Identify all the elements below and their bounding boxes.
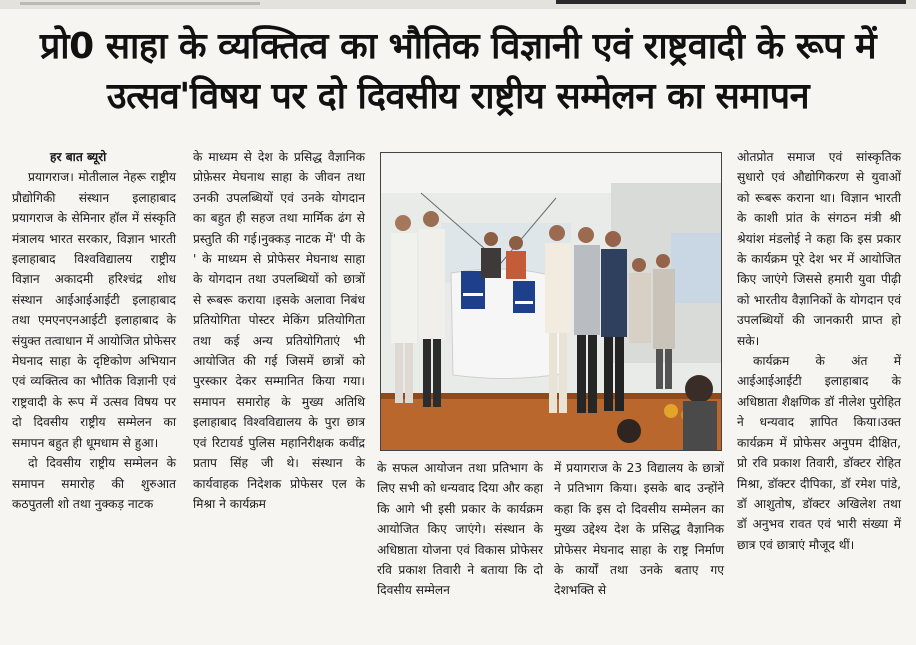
event-photo [380,152,722,451]
headline [0,22,916,122]
top-rule-bar [556,0,906,4]
column-1-paragraph-1: प्रयागराज। मोतीलाल नेहरू राष्ट्रीय प्रौद्योगिकी संस्थान इलाहाबाद प्रयागराज के सेमिनार हॉल में संस्कृति मंत्रालय भारत सरकार, विज्ञान भारती इलाहाबाद विश्वविद्यालय राष्ट्रीय विज्ञान अकादमी हरिश्चंद्र शोध संस्थान आईआईआईटी इलाहाबाद तथा एमएनएनआईटी इलाहाबाद के संयुक्त तत्वाधान में आयोजित प्रोफेसर मेघनाद साहा के दृष्टिकोण अभियान एवं व्यक्तित्व का भौतिक विज्ञानी एवं राष्ट्रवादी के रूप में उत्सव विषय पर दो दिवसीय राष्ट्रीय सम्मेलन का समापन बहुत ही धूमधाम से हुआ। [12,170,176,450]
column-4-text: में प्रयागराज के 23 विद्यालय के छात्रों ने प्रतिभाग किया। इसके बाद उन्होंने कहा कि इस दो दिवसीय सम्मेलन का मुख्य उद्देश्य देश के प्रसिद्ध वैज्ञानिक प्रोफेसर मेघनाद साहा के राष्ट्र निर्माण के कार्यों तथा उनके बताए गए देशभक्ति से [554,461,724,598]
article-column-2 [193,147,365,514]
column-5-paragraph-1: ओतप्रोत समाज एवं सांस्कृतिक सुधारो एवं औद्योगिकरण से युवाओं को रूबरू कराना था। विज्ञान भारती के काशी प्रांत के संगठन मंत्री श्री श्रेयांश मंडलोई ने कहा कि इस प्रकार के कार्यक्रम पूरे देश भर में आयोजित किए जाएंगे जिससे हमारी युवा पीढ़ी को भारतीय वैज्ञानिकों के योगदान एवं उपलब्धियों की जानकारी प्राप्त हो सके। [737,150,901,348]
article-column-1 [12,147,176,514]
headline-line-1: प्रो0 साहा के व्यक्तित्व का भौतिक विज्ञानी एवं राष्ट्रवादी के रूप में [39,26,877,67]
headline-line-2: उत्सव'विषय पर दो दिवसीय राष्ट्रीय सम्मेलन का समापन [106,76,810,117]
byline: हर बात ब्यूरो [50,150,107,164]
article-column-4 [554,458,724,601]
article-column-5 [737,147,901,555]
column-1-paragraph-2: दो दिवसीय राष्ट्रीय सम्मेलन के समापन समारोह की शुरुआत कठपुतली शो तथा नुक्कड़ नाटक [12,456,176,511]
top-rule [0,0,916,9]
article-column-3 [377,458,543,601]
column-3-text: के सफल आयोजन तथा प्रतिभाग के लिए सभी को धन्यवाद दिया और कहा कि आगे भी इसी प्रकार के कार्यक्रम आयोजित किए जाएंगे। संस्थान के अधिष्ठाता योजना एवं विकास प्रोफेसर रवि प्रकाश तिवारी ने बताया कि दो दिवसीय सम्मेलन [377,461,543,598]
column-5-paragraph-2: कार्यक्रम के अंत में आईआईआईटी इलाहाबाद के अधिष्ठाता शैक्षणिक डॉ नीलेश पुरोहित ने धन्यवाद ज्ञापित किया।उक्त कार्यक्रम में प्रोफेसर अनुपम दीक्षित, प्रो रवि प्रकाश तिवारी, डॉक्टर रोहित मिश्रा, डॉक्टर दीपिका, डॉ रमेश पांडे, डॉ आशुतोष, डॉक्टर अखिलेश तथा डॉ अनुभव रावत एवं भारी संख्या में छात्र एवं छात्राएं मौजूद थीं। [737,354,901,552]
top-rule-thin [20,2,260,5]
event-photo-illustration [381,153,721,450]
column-2-text: के माध्यम से देश के प्रसिद्ध वैज्ञानिक प्रोफ़ेसर मेघनाथ साहा के जीवन तथा उनकी उपलब्धियों एवं उनके योगदान का बहुत ही सहज तथा मार्मिक ढंग से प्रस्तुति की गई।नुक्कड़ नाटक में' पी के ' के माध्यम से प्रोफेसर मेघनाथ साहा के योगदान तथा उपलब्धियों को छात्रों से रूबरू कराया ।इसके अलावा निबंध प्रतियोगिता पोस्टर मेकिंग प्रतियोगिता तथा कई अन्य प्रतियोगिताएं भी आयोजित की गई जिसमें छात्रों को पुरस्कार देकर सम्मानित किया गया।समापन समारोह के मुख्य अतिथि इलाहाबाद विश्वविद्यालय के पुरा छात्र एवं रिटायर्ड पुलिस महानिरीक्षक कवींद्र प्रताप सिंह जी थे। संस्थान के कार्यवाहक निदेशक प्रोफेसर एल के मिश्रा ने कार्यक्रम [193,150,365,511]
